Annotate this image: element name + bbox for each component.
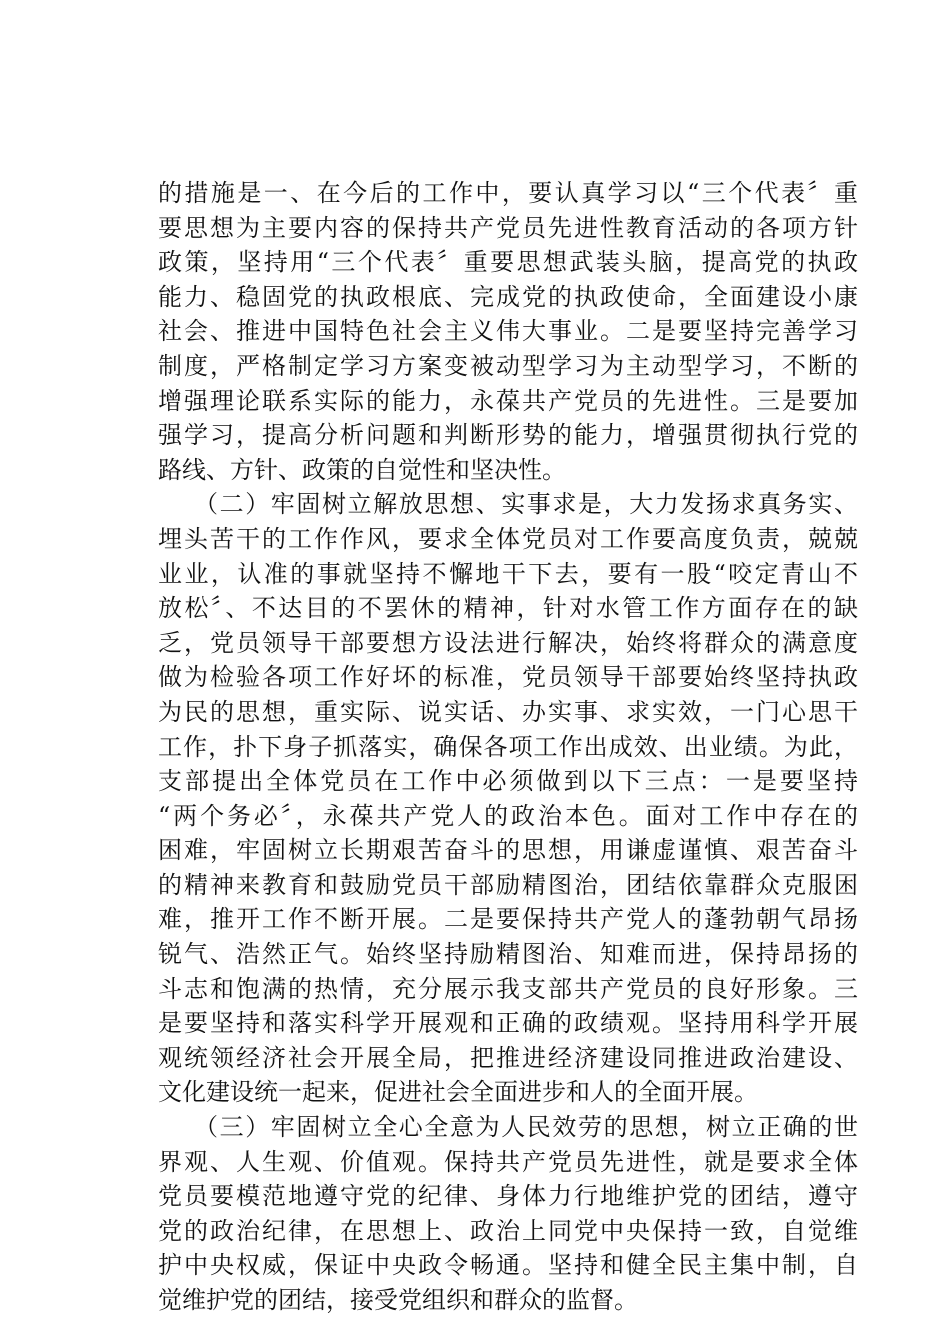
text-line: 放松〞、不达目的不罢休的精神，针对水管工作方面存在的缺 xyxy=(158,594,858,623)
text-line: 观统领经济社会开展全局，把推进经济建设同推进政治建设、 xyxy=(158,1043,858,1072)
text-line: 界观、人生观、价值观。保持共产党员先进性，就是要求全体 xyxy=(158,1147,858,1176)
text-line: 的精神来教育和鼓励党员干部励精图治，团结依靠群众克服困 xyxy=(158,870,858,899)
text-line: 困难，牢固树立长期艰苦奋斗的思想，用谦虚谨慎、艰苦奋斗 xyxy=(158,836,858,865)
text-line: 党的政治纪律，在思想上、政治上同党中央保持一致，自觉维 xyxy=(158,1216,858,1245)
text-line: 增强理论联系实际的能力，永葆共产党员的先进性。三是要加 xyxy=(158,386,858,415)
text-line: 支部提出全体党员在工作中必须做到以下三点：一是要坚持 xyxy=(158,767,858,796)
text-line: 业业，认准的事就坚持不懈地干下去，要有一股“咬定青山不 xyxy=(158,559,858,588)
text-line: （三）牢固树立全心全意为人民效劳的思想，树立正确的世 xyxy=(194,1113,858,1142)
text-line: 党员要模范地遵守党的纪律、身体力行地维护党的团结，遵守 xyxy=(158,1182,858,1211)
text-line: 做为检验各项工作好坏的标准，党员领导干部要始终坚持执政 xyxy=(158,663,858,692)
paragraph-1 xyxy=(158,176,858,487)
text-line: 乏，党员领导干部要想方设法进行解决，始终将群众的满意度 xyxy=(158,628,858,657)
text-line: 社会、推进中国特色社会主义伟大事业。二是要坚持完善学习 xyxy=(158,317,858,346)
text-line: 为民的思想，重实际、说实话、办实事、求实效，一门心思干 xyxy=(158,697,858,726)
text-line: 能力、稳固党的执政根底、完成党的执政使命，全面建设小康 xyxy=(158,282,858,311)
text-line: 埋头苦干的工作作风，要求全体党员对工作要高度负责，兢兢 xyxy=(158,524,858,553)
text-line: 政策，坚持用“三个代表〞重要思想武装头脑，提高党的执政 xyxy=(158,248,858,277)
text-line: 文化建设统一起来，促进社会全面进步和人的全面开展。 xyxy=(158,1078,758,1107)
paragraph-2 xyxy=(158,487,858,1110)
text-line: 斗志和饱满的热情，充分展示我支部共产党员的良好形象。三 xyxy=(158,974,858,1003)
text-line: 要思想为主要内容的保持共产党员先进性教育活动的各项方针 xyxy=(158,213,858,242)
text-line: 路线、方针、政策的自觉性和坚决性。 xyxy=(158,455,566,484)
paragraph-3 xyxy=(158,1110,858,1318)
text-line: 制度，严格制定学习方案变被动型学习为主动型学习，不断的 xyxy=(158,351,858,380)
text-line: 的措施是一、在今后的工作中，要认真学习以“三个代表〞重 xyxy=(158,179,858,207)
text-line: 强学习，提高分析问题和判断形势的能力，增强贯彻执行党的 xyxy=(158,421,858,450)
text-line: 是要坚持和落实科学开展观和正确的政绩观。坚持用科学开展 xyxy=(158,1009,858,1038)
text-line: 锐气、浩然正气。始终坚持励精图治、知难而进，保持昂扬的 xyxy=(158,940,858,969)
text-line: 工作，扑下身子抓落实，确保各项工作出成效、出业绩。为此， xyxy=(158,732,858,761)
document-body xyxy=(158,176,858,1318)
text-line: “两个务必〞，永葆共产党人的政治本色。面对工作中存在的 xyxy=(158,801,858,830)
text-line: 觉维护党的团结，接受党组织和群众的监督。 xyxy=(158,1286,638,1314)
text-line: 难，推开工作不断开展。二是要保持共产党人的蓬勃朝气昂扬 xyxy=(158,905,858,934)
text-line: 护中央权威，保证中央政令畅通。坚持和健全民主集中制，自 xyxy=(158,1251,858,1280)
text-line: （二）牢固树立解放思想、实事求是，大力发扬求真务实、 xyxy=(194,490,858,519)
